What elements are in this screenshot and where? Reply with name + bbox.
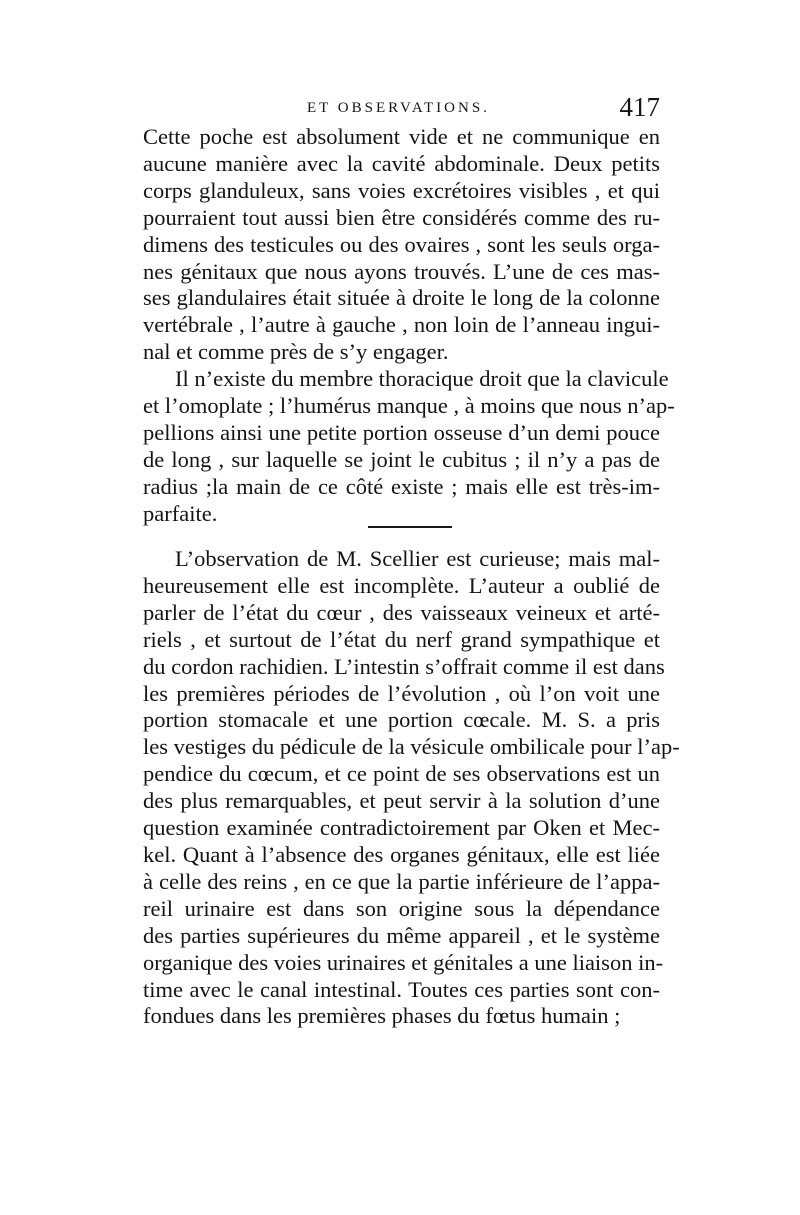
section-divider xyxy=(368,526,452,528)
text-line: des plus remarquables, et peut servir à la solution d’une xyxy=(143,788,660,814)
text-line: des parties supérieures du même appareil , et le système xyxy=(143,922,660,948)
text-line: parler de l’état du cœur , des vaisseaux veineux et arté- xyxy=(143,599,660,625)
text-line: aucune manière avec la cavité abdominale. Deux petits xyxy=(143,150,660,176)
text-line: heureusement elle est incomplète. L’auteur a oublié de xyxy=(143,572,660,598)
paragraph-commentary xyxy=(143,546,680,1030)
text-line: ses glandulaires était située à droite le long de la colonne xyxy=(143,285,660,311)
text-line: portion stomacale et une portion cœcale. M. S. a pris xyxy=(143,707,660,733)
text-line: les premières périodes de l’évolution , où l’on voit une xyxy=(143,680,660,706)
text-line: corps glanduleux, sans voies excrétoires visibles , et qui xyxy=(143,177,660,203)
text-line: nal et comme près de s’y engager. xyxy=(143,339,449,365)
text-line: de long , sur laquelle se joint le cubitus ; il n’y a pas de xyxy=(143,446,660,472)
paragraph-testicles-description xyxy=(143,124,660,366)
running-title: ET OBSERVATIONS. xyxy=(307,100,490,116)
text-line: pendice du cœcum, et ce point de ses observations est un xyxy=(143,761,660,787)
text-line: pourraient tout aussi bien être considérés comme des ru- xyxy=(143,204,660,230)
text-line: fondues dans les premières phases du fœtus humain ; xyxy=(143,1003,621,1029)
text-line: Il n’existe du membre thoracique droit que la clavicule xyxy=(175,366,669,391)
text-line: les vestiges du pédicule de la vésicule ombilicale pour l’ap- xyxy=(143,734,680,760)
page-number: 417 xyxy=(619,92,660,122)
text-line: et l’omoplate ; l’humérus manque , à moins que nous n’ap- xyxy=(143,392,675,418)
text-line: time avec le canal intestinal. Toutes ces parties sont con- xyxy=(143,976,660,1002)
text-line: nes génitaux que nous ayons trouvés. L’une de ces mas- xyxy=(143,258,660,284)
text-line: à celle des reins , en ce que la partie inférieure de l’appa- xyxy=(143,868,660,894)
text-line: reil urinaire est dans son origine sous la dépendance xyxy=(143,895,660,921)
paragraph-thoracic-limb xyxy=(143,366,675,527)
text-line: dimens des testicules ou des ovaires , sont les seuls orga- xyxy=(143,231,660,257)
text-line: pellions ainsi une petite portion osseuse d’un demi pouce xyxy=(143,419,660,445)
text-line: L’observation de M. Scellier est curieuse; mais mal- xyxy=(175,546,660,571)
text-line: question examinée contradictoirement par Oken et Mec- xyxy=(143,815,660,841)
text-line: riels , et surtout de l’état du nerf grand sympathique et xyxy=(143,626,660,652)
text-line: parfaite. xyxy=(143,500,218,526)
text-line: organique des voies urinaires et génitales a une liaison in- xyxy=(143,949,664,975)
page-header xyxy=(142,92,662,128)
text-line: vertébrale , l’autre à gauche , non loin de l’anneau ingui- xyxy=(143,312,660,338)
text-line: du cordon rachidien. L’intestin s’offrait comme il est dans xyxy=(143,653,665,679)
text-line: Cette poche est absolument vide et ne communique en xyxy=(143,124,660,149)
text-line: kel. Quant à l’absence des organes génitaux, elle est liée xyxy=(143,841,660,867)
text-line: radius ;la main de ce côté existe ; mais elle est très-im- xyxy=(143,473,660,499)
